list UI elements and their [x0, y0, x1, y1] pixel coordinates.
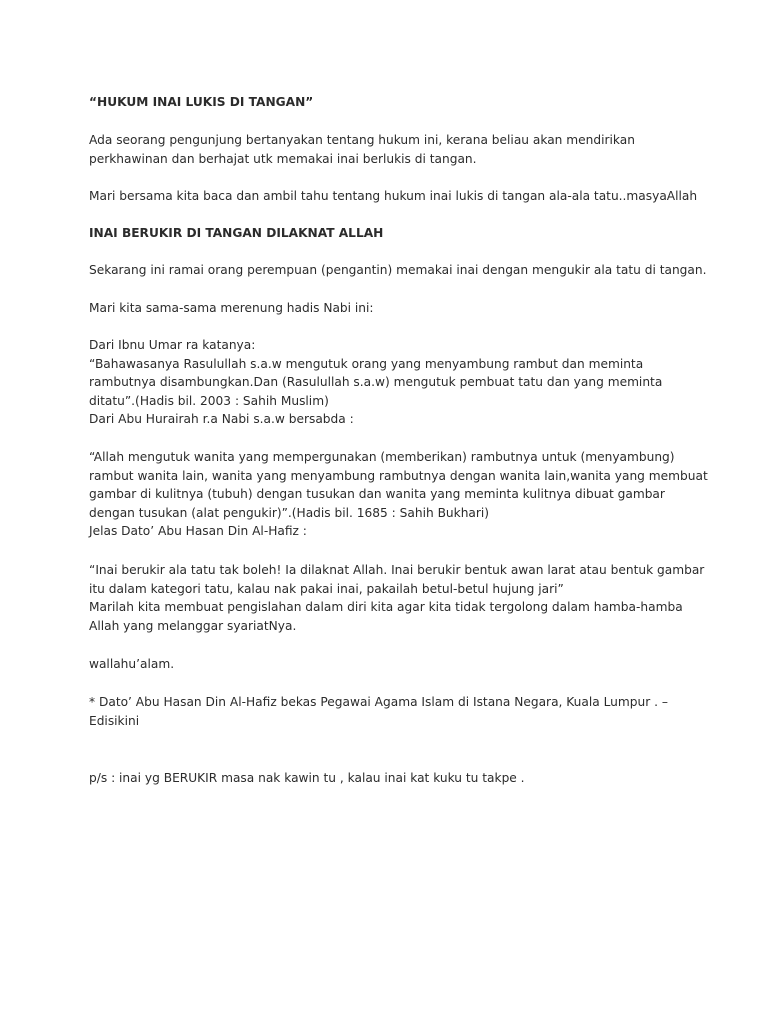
section-heading-text: INAI BERUKIR DI TANGAN DILAKNAT ALLAH [89, 226, 384, 240]
invite-text: Mari bersama kita baca dan ambil tahu tentang hukum inai lukis di tangan ala-ala tatu..masyaAllah [89, 189, 698, 203]
hadith-line: Dari Ibnu Umar ra katanya: [89, 338, 256, 352]
quote-block [89, 561, 704, 635]
closing-text: wallahu’alam. [89, 657, 175, 671]
section-heading [89, 224, 383, 243]
quote-line: Marilah kita membuat pengislahan dalam diri kita agar kita tidak tergolong dalam hamba-hamba [89, 600, 683, 615]
hadith-line: rambut wanita lain, wanita yang menyambung rambutnya dengan wanita lain,wanita yang membuat [89, 468, 708, 483]
document-title [89, 93, 313, 112]
postscript [89, 769, 525, 788]
quote-line: “Inai berukir ala tatu tak boleh! Ia dilaknat Allah. Inai berukir bentuk awan larat atau bentuk gambar [89, 563, 705, 577]
hadith-line: Dari Abu Hurairah r.a Nabi s.a.w bersabda : [89, 412, 354, 427]
hadith-line: gambar di kulitnya (tubuh) dengan tusukan dan wanita yang meminta kulitnya dibuat gambar [89, 487, 665, 502]
paragraph-now [89, 261, 706, 280]
quote-line: itu dalam kategori tatu, kalau nak pakai inai, pakailah betul-betul hujung jari” [89, 581, 564, 596]
quote-line: Allah yang melanggar syariatNya. [89, 618, 297, 633]
intro-line: perkhawinan dan berhajat utk memakai inai berlukis di tangan. [89, 151, 477, 166]
hadith-block-1 [89, 336, 662, 429]
title-text: “HUKUM INAI LUKIS DI TANGAN” [89, 95, 314, 109]
paragraph-reflect [89, 299, 374, 318]
hadith-line: ditatu”.(Hadis bil. 2003 : Sahih Muslim) [89, 393, 329, 408]
footnote-line: * Dato’ Abu Hasan Din Al-Hafiz bekas Pegawai Agama Islam di Istana Negara, Kuala Lumpur . – [89, 695, 668, 709]
hadith-line: dengan tusukan (alat pengukir)”.(Hadis bil. 1685 : Sahih Bukhari) [89, 505, 490, 520]
paragraph-now-text: Sekarang ini ramai orang perempuan (pengantin) memakai inai dengan mengukir ala tatu di tangan. [89, 263, 707, 277]
hadith-block-2 [89, 448, 708, 541]
hadith-line: rambutnya disambungkan.Dan (Rasulullah s.a.w) mengutuk pembuat tatu dan yang meminta [89, 375, 663, 390]
postscript-text: p/s : inai yg BERUKIR masa nak kawin tu , kalau inai kat kuku tu takpe . [89, 771, 525, 785]
closing-paragraph [89, 655, 174, 674]
paragraph-reflect-text: Mari kita sama-sama merenung hadis Nabi ini: [89, 301, 374, 315]
invite-paragraph [89, 187, 697, 206]
hadith-line: Jelas Dato’ Abu Hasan Din Al-Hafiz : [89, 524, 307, 539]
footnote-line: Edisikini [89, 713, 140, 728]
hadith-line: “Allah mengutuk wanita yang mempergunakan (memberikan) rambutnya untuk (menyambung) [89, 450, 675, 464]
footnote [89, 693, 668, 730]
hadith-line: “Bahawasanya Rasulullah s.a.w mengutuk orang yang menyambung rambut dan meminta [89, 356, 644, 371]
intro-line: Ada seorang pengunjung bertanyakan tentang hukum ini, kerana beliau akan mendirikan [89, 133, 635, 147]
intro-paragraph [89, 131, 635, 168]
